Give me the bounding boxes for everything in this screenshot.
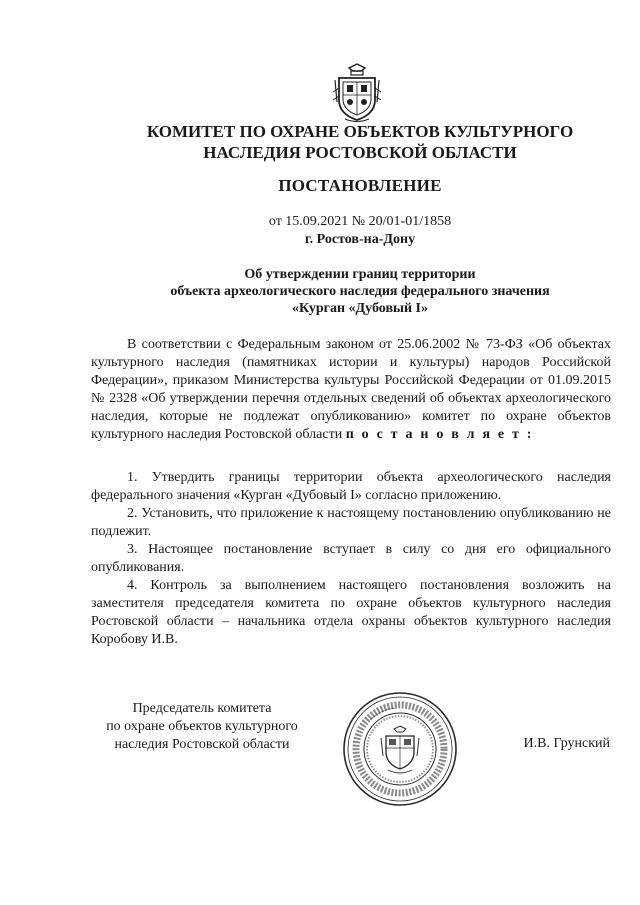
subject-line-3: «Курган «Дубовый I»: [292, 301, 428, 316]
subject-line-2: объекта археологического наследия федерального значения: [170, 284, 550, 299]
resolution-item-4: 4. Контроль за выполнением настоящего постановления возложить на заместителя председателя комитета по охране объектов культурного наследия Ростовской области – начальника отдела охраны объектов культурного наследия Коробову И.В.: [91, 578, 611, 647]
signatory-title-line-3: наследия Ростовской области: [114, 737, 290, 752]
preamble-text: В соответствии с Федеральным законом от 25.06.2002 № 73-ФЗ «Об объектах культурного наследия (памятниках истории и культуры) народов Российской Федерации», приказом Министерства культуры Российской Федерации от 01.09.2015 № 2328 «Об утверждении перечня отдельных сведений об объектах археологического наследия, которые не подлежат опубликованию» комитет по охране объектов культурного наследия Ростовской области: [91, 337, 611, 442]
resolution-item-3: 3. Настоящее постановление вступает в силу со дня его официального опубликования.: [91, 542, 611, 575]
document-type: ПОСТАНОВЛЕНИЕ: [278, 176, 442, 195]
preamble-paragraph: [91, 336, 611, 444]
official-seal-icon: [340, 690, 460, 808]
signatory-title-line-1: Председатель комитета: [132, 701, 272, 716]
city: г. Ростов-на-Дону: [304, 232, 416, 247]
date-and-number: от 15.09.2021 № 20/01-01/1858: [268, 214, 452, 229]
organization-name: [100, 121, 620, 163]
resolution-item-1: 1. Утвердить границы территории объекта археологического наследия федерального значения «Курган «Дубовый I» согласно приложению.: [91, 470, 611, 503]
signatory-name: И.В. Грунский: [523, 736, 610, 751]
org-line-2: НАСЛЕДИЯ РОСТОВСКОЙ ОБЛАСТИ: [203, 143, 517, 162]
resolution-item-2: 2. Установить, что приложение к настоящему постановлению опубликованию не подлежит.: [91, 506, 611, 539]
signatory-title: [82, 700, 322, 754]
resolution-items: [91, 469, 611, 649]
org-line-1: КОМИТЕТ ПО ОХРАНЕ ОБЪЕКТОВ КУЛЬТУРНОГО: [146, 122, 574, 141]
coat-of-arms-icon: [331, 62, 383, 124]
subject-line-1: Об утверждении границ территории: [244, 267, 476, 282]
signatory-title-line-2: по охране объектов культурного: [106, 719, 298, 734]
document-subject: [100, 266, 620, 317]
resolves-keyword: п о с т а н о в л я е т :: [345, 427, 534, 442]
